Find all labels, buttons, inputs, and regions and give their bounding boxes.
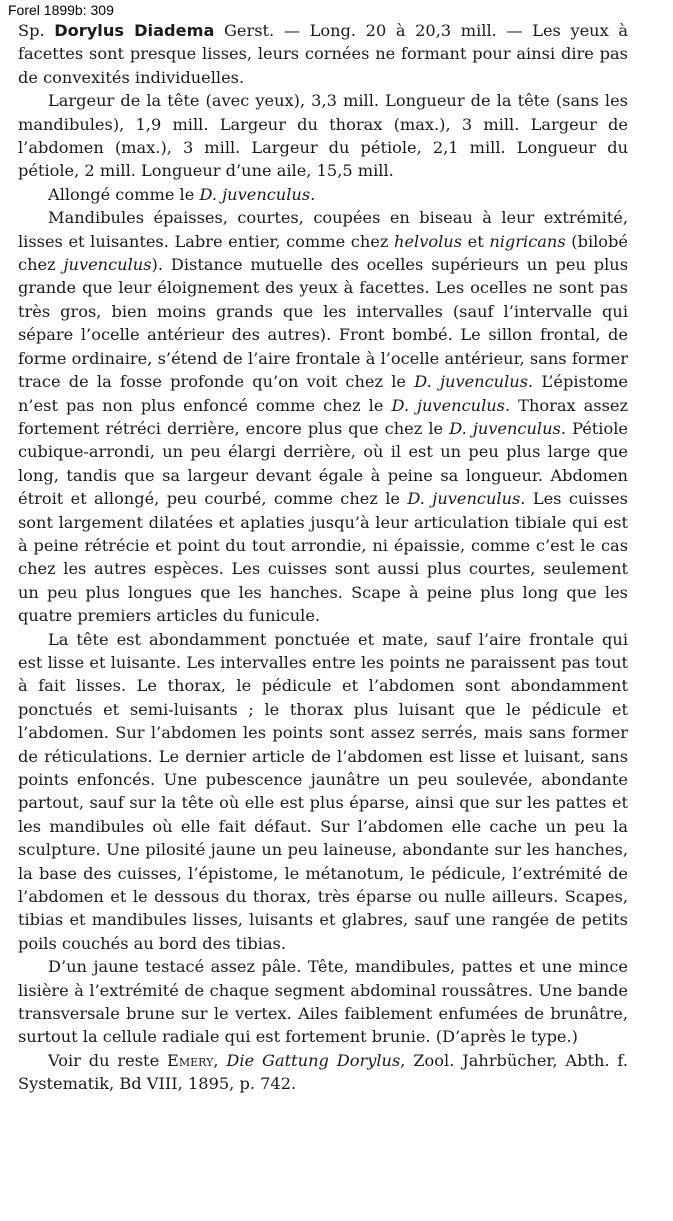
paragraph-morphology: Mandibules épaisses, courtes, coupées en biseau à leur extrémité, lisses et luisantes. Labre entier, comme chez helvolus et nigricans (bilobé chez juvenculus). Distance mutuelle des ocelles supérieurs un peu plus grande que leur éloignement des yeux à facettes. Les ocelles ne sont pas très gros, bien moins grands que les intervalles (sauf l’intervalle qui sépare l’ocelle antérieur des autres). Front bombé. Le sillon frontal, de forme ordinaire, s’étend de l’aire frontale à l’ocelle antérieur, sans former trace de la fosse profonde qu’on voit chez le D. juvenculus. L’épistome n’est pas non plus enfoncé comme chez le D. juvenculus. Thorax assez fortement rétréci derrière, encore plus que chez le D. juvenculus. Pétiole cubique-arrondi, un peu élargi derrière, où il est un peu plus large que long, tandis que sa largeur devant égale à peine sa longueur. Abdomen étroit et allongé, peu courbé, comme chez le D. juvenculus. Les cuisses sont largement dilatées et aplaties jusqu’à leur articulation tibiale qui est à peine rétrécie et point du tout arrondie, ni épaissie, comme c’est le cas chez les autres espèces. Les cuisses sont aussi plus courtes, seulement un peu plus longues que les hanches. Scape à peine plus long que les quatre premiers articles du funicule. [18,208,629,626]
author-name: Emery [167,1050,214,1070]
work-title: Die Gattung Dorylus [226,1050,401,1070]
paragraph-species: Sp. Dorylus Diadema Gerst. — Long. 20 à 20,3 mill. — Les yeux à facettes sont presque lisses, leurs cornées ne formant pour ainsi dire pas de convexités individuelles. [18,21,629,87]
paragraph-measurements: Largeur de la tête (avec yeux), 3,3 mill. Longueur de la tête (sans les mandibules), 1,9 mill. Largeur du thorax (max.), 3 mill. Largeur de l’abdomen (max.), 3 mill. Largeur du pétiole, 2,1 mill. Longueur du pétiole, 2 mill. Longueur d’une aile, 15,5 mill. [18,91,628,181]
paragraph-reference: Voir du reste Emery, Die Gattung Dorylus, Zool. Jahrbücher, Abth. f. Systematik, Bd VIII, 1895, p. 742. [18,1050,628,1094]
paragraph-coloration: D’un jaune testacé assez pâle. Tête, mandibules, pattes et une mince lisière à l’extrémité de chaque segment abdominal roussâtres. Une bande transversale brune sur le vertex. Ailes faiblement enfumées de brunâtre, surtout la cellule radiale qui est fortement brunie. (D’après le type.) [18,957,628,1047]
paragraph-shape: Allongé comme le D. juvenculus. [48,184,316,204]
paragraph-sculpture: La tête est abondamment ponctuée et mate, sauf l’aire frontale qui est lisse et luisante. Les intervalles entre les points ne paraissent pas tout à fait lisses. Le thorax, le pédicule et l’abdomen sont abondamment ponctués et semi-luisants ; le thorax plus luisant que le pédicule et l’abdomen. Sur l’abdomen les points sont assez serrés, mais sans former de réticulations. Le dernier article de l’abdomen est lisse et luisant, sans points enfoncés. Une pubescence jaunâtre un peu soulevée, abondante partout, sauf sur la tête où elle est plus éparse, ainsi que sur les pattes et les mandibules où elle fait défaut. Sur l’abdomen elle cache un peu la sculpture. Une pilosité jaune un peu laineuse, abondante sur les hanches, la base des cuisses, l’épistome, le métanotum, le pédicule, l’extrémité de l’abdomen et le dessous du thorax, très éparse ou nulle ailleurs. Scapes, tibias et mandibules lisses, luisants et glabres, sauf une rangée de petits poils couchés au bord des tibias. [18,629,628,953]
citation-header: Forel 1899b: 309 [8,2,114,18]
body-text [18,19,628,1096]
species-name: Dorylus Diadema [54,21,215,40]
